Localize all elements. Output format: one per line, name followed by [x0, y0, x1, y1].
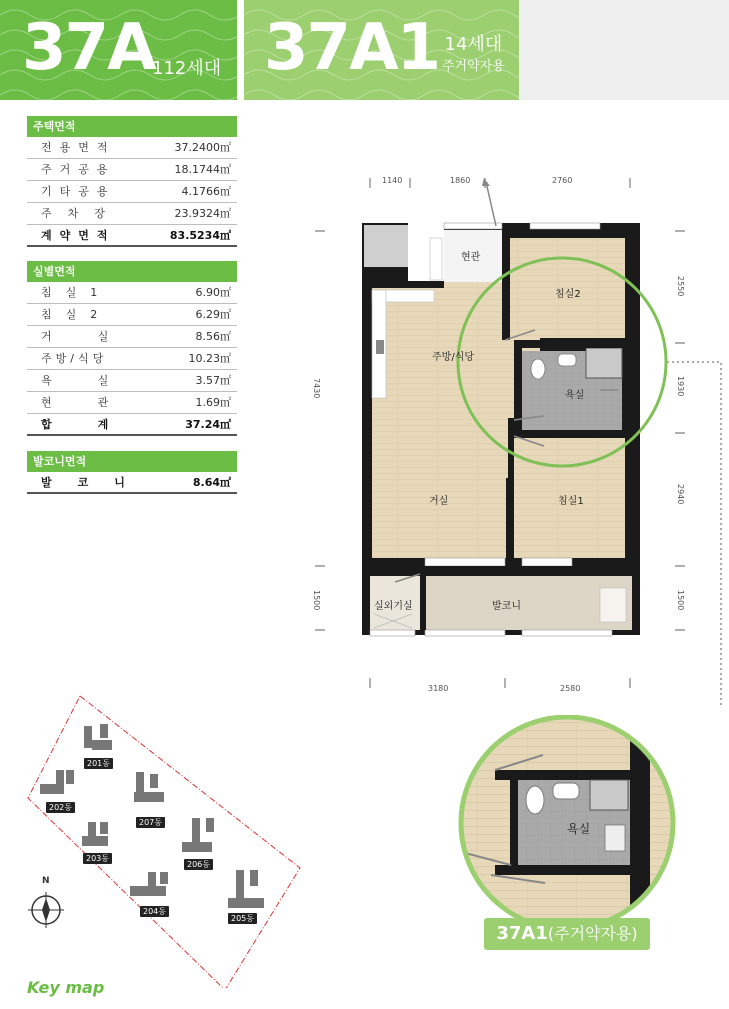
north-label: N: [42, 876, 50, 886]
table-total-row: [27, 225, 237, 247]
row-value: 8.56㎡: [195, 330, 231, 343]
floor-plan-drawing: [300, 168, 729, 708]
room-bedroom2: 침실2: [555, 289, 581, 300]
table-row: [27, 326, 237, 348]
row-label: 주거공용: [41, 163, 116, 176]
key-map-drawing: [20, 688, 310, 988]
building-label: 204동: [140, 906, 169, 917]
dim-top-2: 1860: [450, 176, 471, 185]
row-label: 욕실: [41, 374, 155, 387]
row-label: 전용면적: [41, 141, 116, 154]
row-value: 8.64㎡: [192, 476, 231, 489]
unit-count-value: 14세대: [444, 34, 503, 55]
table-total-row: [27, 414, 237, 436]
balcony-area-table: [27, 451, 237, 494]
dim-top-3: 2760: [552, 176, 573, 185]
unit-note: 주거약자용: [442, 59, 505, 74]
dim-left-1: 7430: [312, 378, 321, 399]
table-total-row: [27, 472, 237, 494]
row-label: 기타공용: [41, 185, 116, 198]
table-row: [27, 348, 237, 370]
row-label: 주방/식당: [41, 352, 108, 365]
row-value: 18.1744㎡: [174, 163, 231, 176]
row-value: 6.90㎡: [195, 286, 231, 299]
building-label: 202동: [46, 802, 75, 813]
row-label: 침실2: [41, 308, 112, 321]
table-row: [27, 203, 237, 225]
floor-plan: [300, 168, 729, 708]
room-bath: 욕실: [565, 390, 585, 401]
building-label: 205동: [228, 913, 257, 924]
table-row: [27, 181, 237, 203]
dim-right-4: 1500: [676, 590, 685, 611]
dim-right-3: 2940: [676, 484, 685, 505]
type-code: 37A: [22, 11, 155, 85]
table-row: [27, 370, 237, 392]
unit-count: [442, 34, 505, 78]
row-value: 37.2400㎡: [174, 141, 231, 154]
table-row: [27, 137, 237, 159]
bath-zoom-detail: [455, 715, 685, 950]
room-outdoor-unit: 실외기실: [374, 601, 413, 612]
zoom-caption-code: 37A1: [496, 923, 548, 944]
row-label: 거실: [41, 330, 155, 343]
unit-count: 112세대: [152, 58, 222, 79]
room-kitchen: 주방/식당: [432, 352, 475, 363]
room-living: 거실: [429, 496, 449, 507]
dim-top-1: 1140: [382, 176, 403, 185]
header-blank: [519, 0, 729, 100]
table-row: [27, 392, 237, 414]
row-label: 주차장: [41, 207, 121, 220]
row-value: 3.57㎡: [195, 374, 231, 387]
row-value: 6.29㎡: [195, 308, 231, 321]
dim-right-2: 1930: [676, 376, 685, 397]
building-label: 207동: [136, 817, 165, 828]
building-label: 203동: [83, 853, 112, 864]
table-row: [27, 282, 237, 304]
table-title: 발코니면적: [27, 451, 237, 472]
room-area-table: [27, 261, 237, 436]
type-code: 37A1: [264, 11, 440, 85]
row-value: 23.9324㎡: [174, 207, 231, 220]
zoom-caption: [484, 918, 650, 950]
row-value: 83.5234㎡: [169, 229, 231, 242]
housing-area-table: [27, 116, 237, 247]
row-label: 현관: [41, 396, 155, 409]
dim-left-2: 1500: [312, 590, 321, 611]
zoom-caption-note: (주거약자용): [547, 924, 638, 943]
zoom-bath-label: 욕실: [567, 822, 591, 836]
row-label: 계약면적: [41, 229, 116, 242]
row-value: 10.23㎡: [188, 352, 231, 365]
building-label: 201동: [84, 758, 113, 769]
dim-bottom-2: 2580: [560, 684, 581, 693]
type-37a-banner: [0, 0, 237, 100]
table-title: 주택면적: [27, 116, 237, 137]
key-map-title: Key map: [27, 978, 105, 997]
row-value: 37.24㎡: [185, 418, 231, 431]
building-label: 206동: [184, 859, 213, 870]
dim-bottom-1: 3180: [428, 684, 449, 693]
type-37a1-banner: [244, 0, 519, 100]
room-entrance: 현관: [461, 252, 481, 263]
dim-right-1: 2550: [676, 276, 685, 297]
row-label: 침실1: [41, 286, 112, 299]
room-balcony: 발코니: [492, 601, 521, 612]
row-value: 4.1766㎡: [181, 185, 231, 198]
table-title: 실별면적: [27, 261, 237, 282]
row-label: 합계: [41, 418, 155, 431]
row-label: 발코니: [41, 476, 151, 489]
key-map: [20, 688, 310, 988]
table-row: [27, 159, 237, 181]
room-bedroom1: 침실1: [558, 496, 584, 507]
table-row: [27, 304, 237, 326]
row-value: 1.69㎡: [195, 396, 231, 409]
